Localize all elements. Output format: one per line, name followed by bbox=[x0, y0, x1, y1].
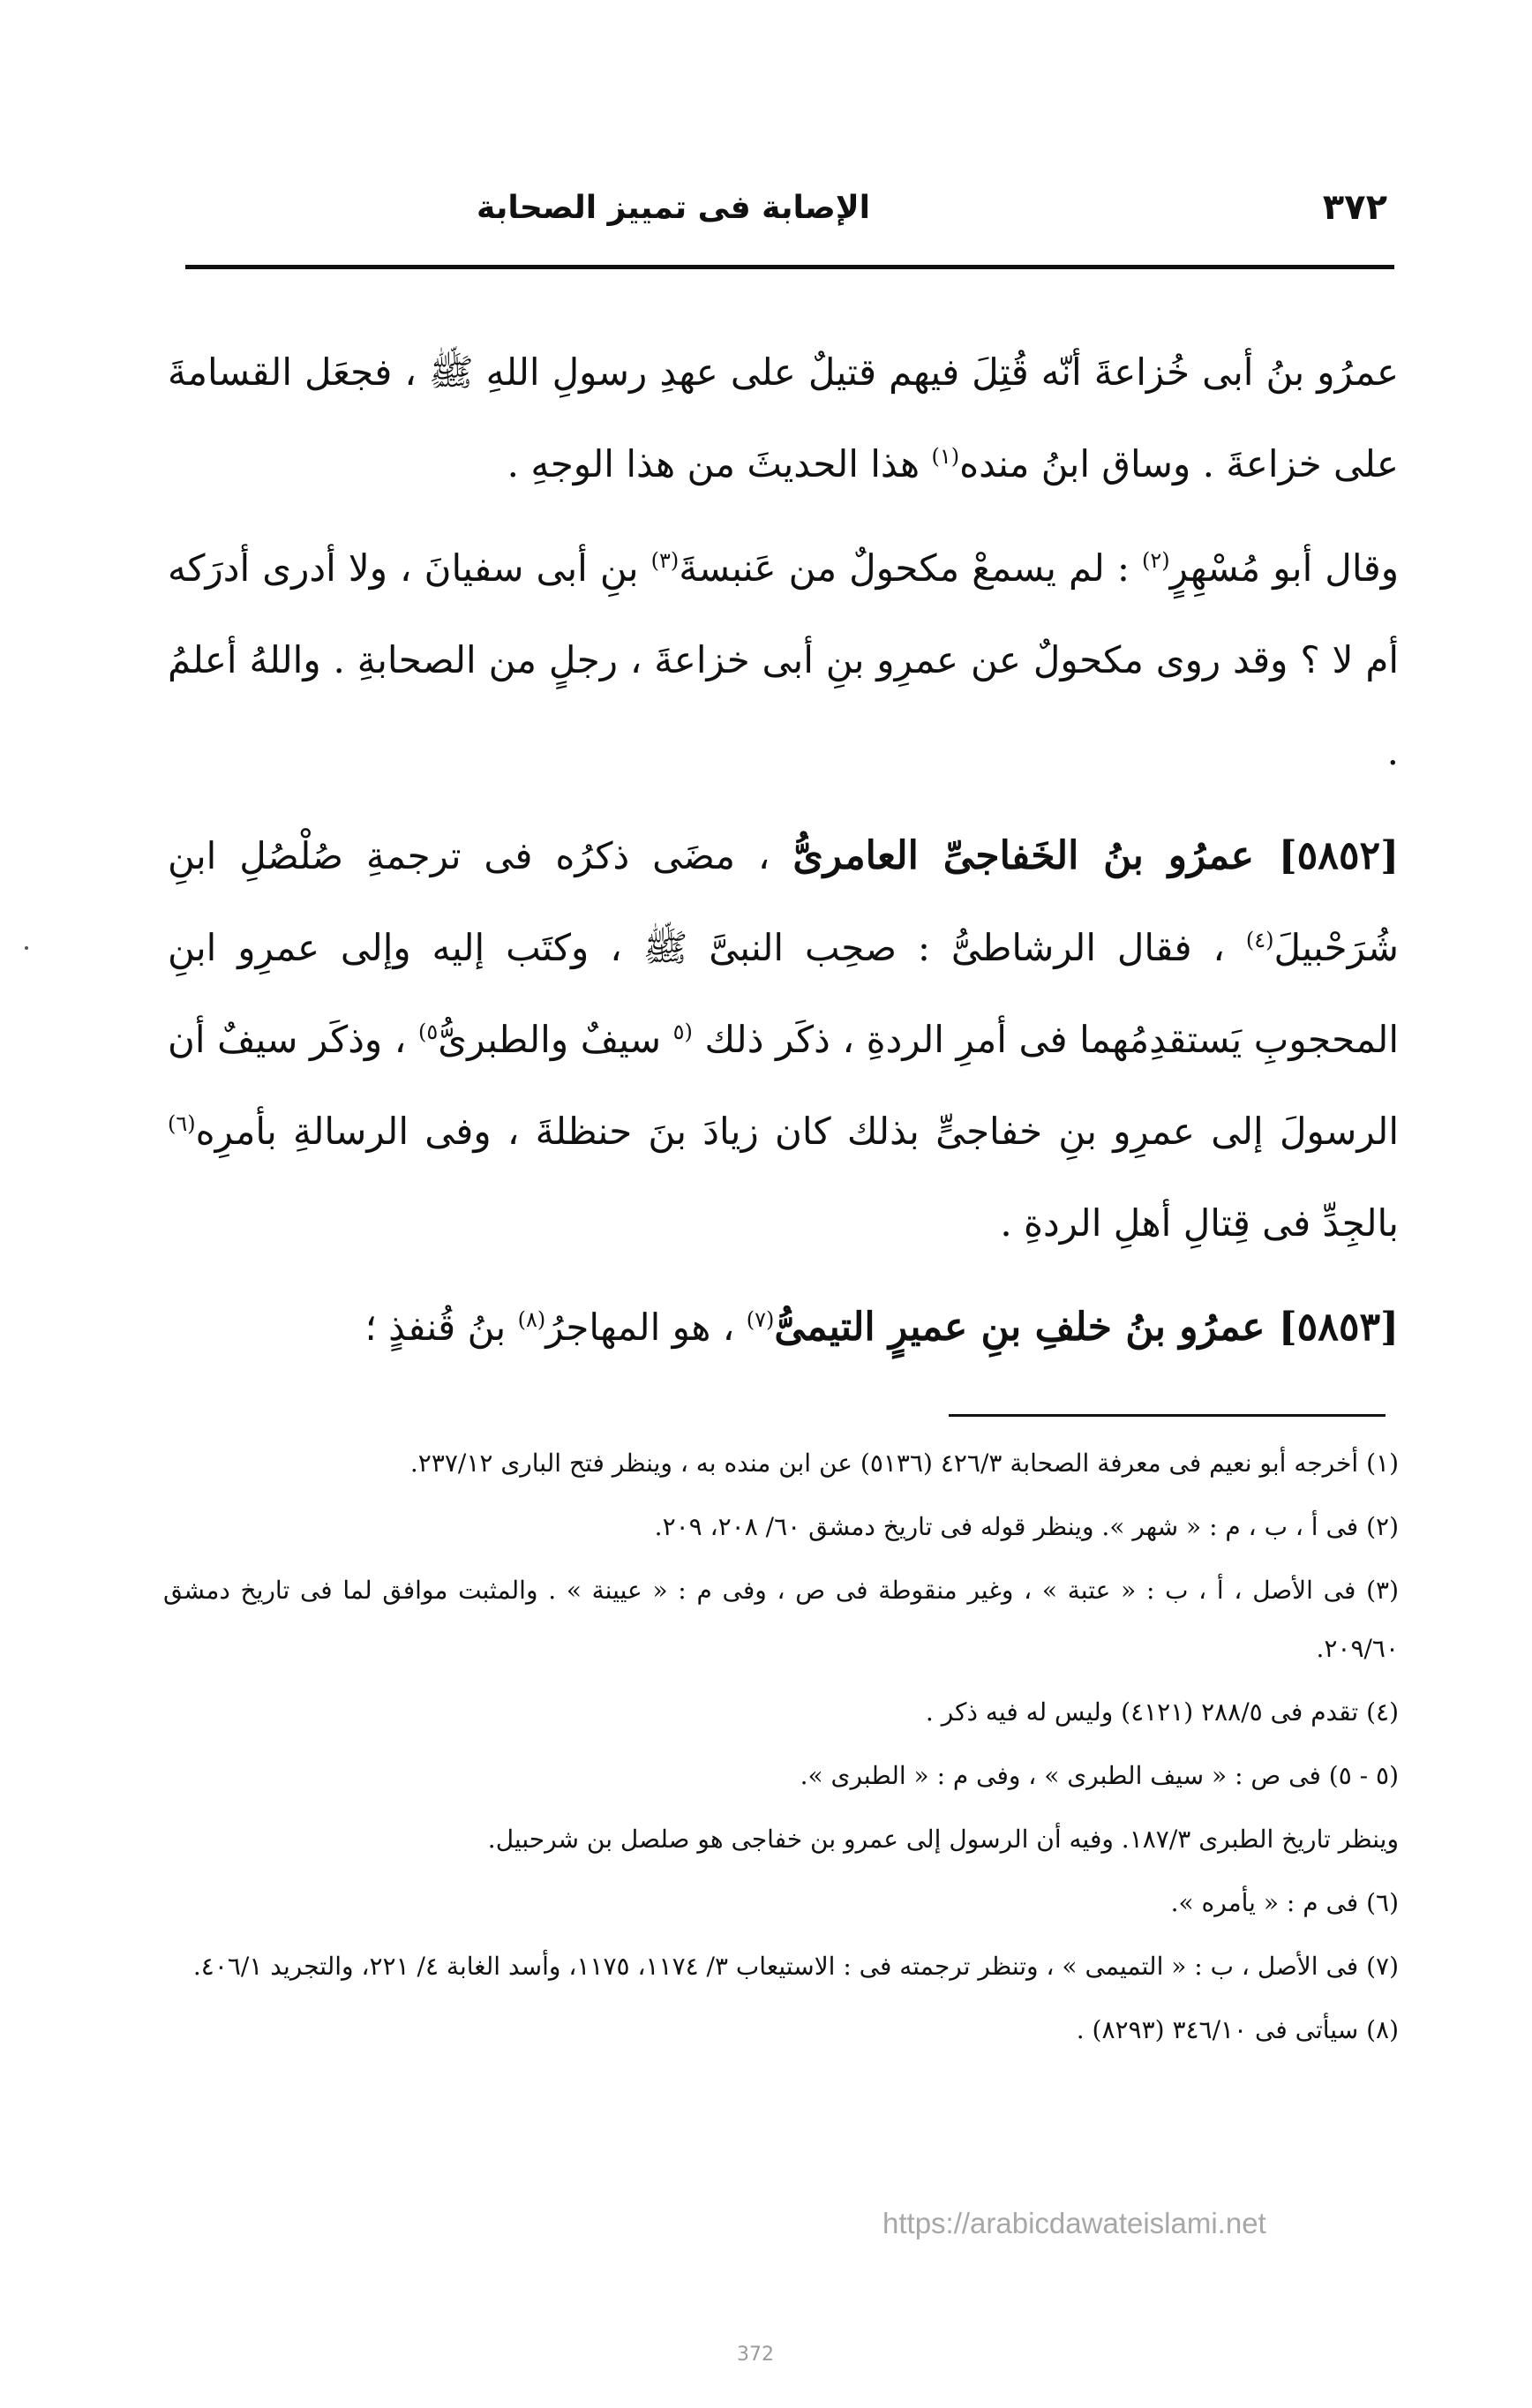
header-rule bbox=[185, 265, 1394, 269]
scan-speck bbox=[25, 946, 28, 950]
footnote-marker: (٣) bbox=[650, 548, 680, 573]
footnote-marker: (٧) bbox=[746, 1307, 775, 1332]
running-title: الإصابة فى تمييز الصحابة bbox=[477, 189, 870, 226]
paragraph-2 bbox=[168, 523, 1399, 798]
footnote-5-continued: وينظر تاريخ الطبرى ١٨٧/٣. وفيه أن الرسول إلى عمرو بن خفاجى هو صلصل بن شرحبيل. bbox=[487, 1825, 1399, 1854]
footnote-2: (٢) فى أ ، ب ، م : « شهر ». وينظر قوله فى تاريخ دمشق ٦٠/ ٢٠٨، ٢٠٩. bbox=[654, 1512, 1399, 1541]
paragraph-text: بنِ أبى سفيانَ ، ولا أدرى أدرَكه أم لا ؟ وقد روى مكحولٌ عن عمرِو بنِ أبى خزاعةَ ، رجلٍ من الصحابةِ . واللهُ أعلمُ . bbox=[168, 546, 1399, 773]
footnotes-rule bbox=[949, 1414, 1386, 1417]
footnote-marker: (٨) bbox=[517, 1307, 546, 1332]
paragraph-text: ، وذكَر سيفٌ أن الرسولَ إلى عمرِو بنِ خفاجىٍّ بذلك كان زيادَ بنَ حنظلةَ ، وفى الرسالةِ بأمرِه bbox=[168, 1018, 1399, 1153]
entry-heading: [٥٨٥٢] عمرُو بنُ الخَفاجىِّ العامرىُّ bbox=[792, 833, 1400, 878]
paragraph-text: وقال أبو مُسْهِرٍ bbox=[1169, 546, 1399, 590]
folio-number: 372 bbox=[737, 2344, 774, 2366]
footnote-7: (٧) فى الأصل ، ب : « التميمى » ، وتنظر ترجمته فى : الاستيعاب ٣/ ١١٧٤، ١١٧٥، وأسد الغابة ٤/ ٢٢١، والتجريد ٤٠٦/١. bbox=[192, 1952, 1399, 1981]
footnote-5: (٥ - ٥) فى ص : « سيف الطبرى » ، وفى م : « الطبرى ». bbox=[800, 1761, 1399, 1790]
footnote-marker: (١) bbox=[931, 444, 960, 469]
page-header bbox=[185, 177, 1394, 238]
footnote-8: (٨) سيأتى فى ٣٤٦/١٠ (٨٢٩٣) . bbox=[1076, 2015, 1399, 2044]
paragraph-text: عمرُو بنُ أبى خُزاعةَ أنّه قُتِلَ فيهم قتيلٌ على عهدِ رسولِ اللهِ ﷺ ، فجعَل القسامةَ على خزاعةَ . وساق ابنُ منده bbox=[168, 350, 1399, 485]
page-number: ٣٧٢ bbox=[1322, 187, 1387, 228]
footnote-6: (٦) فى م : « يأمره ». bbox=[1170, 1888, 1399, 1917]
footnote-marker: (٢) bbox=[1142, 548, 1170, 573]
watermark-url: https://arabicdawateislami.net bbox=[882, 2207, 1266, 2239]
paragraph-text: بنُ قُنفذٍ ؛ bbox=[364, 1306, 518, 1349]
paragraph-text: ، فقال الرشاطىُّ : صحِب النبىَّ ﷺ ، وكتَب إليه وإلى عمرِو ابنِ المحجوبِ يَستقدِمُهما فى أمرِ الردةِ ، ذكَر ذلك bbox=[168, 926, 1400, 1061]
footnote-marker: (٤) bbox=[1245, 928, 1274, 952]
entry-5853 bbox=[168, 1282, 1399, 1373]
footnote-marker: (٦) bbox=[168, 1111, 196, 1136]
paragraph-text: سيفٌ والطبرىُّ bbox=[438, 1018, 673, 1061]
footnote-3: (٣) فى الأصل ، أ ، ب : « عتبة » ، وغير منقوطة فى ص ، وفى م : « عيينة » . والمثبت موافق لما فى تاريخ دمشق ٢٠٩/٦٠. bbox=[163, 1576, 1399, 1663]
paragraph-1 bbox=[168, 327, 1399, 510]
paragraph-text: بالجِدِّ فى قِتالِ أهلِ الردةِ . bbox=[1000, 1201, 1399, 1245]
footnotes bbox=[163, 1434, 1399, 2065]
paragraph-text: ، مضَى ذكرُه فى ترجمةِ صُلْصُلِ ابنِ شُرَحْبيلَ bbox=[168, 834, 1399, 969]
entry-5852 bbox=[168, 810, 1399, 1269]
entry-heading: [٥٨٥٣] عمرُو بنُ خلفِ بنِ عميرٍ التيمىُّ bbox=[774, 1305, 1399, 1350]
paragraph-text: هذا الحديثَ من هذا الوجهِ . bbox=[507, 442, 932, 485]
paragraph-text: : لم يسمعْ مكحولٌ من عَنبسةَ bbox=[679, 546, 1143, 590]
footnote-marker: ٥) bbox=[417, 1020, 439, 1044]
paragraph-text: ، هو المهاجرُ bbox=[545, 1306, 747, 1349]
footnote-1: (١) أخرجه أبو نعيم فى معرفة الصحابة ٤٢٦/٣ (٥١٣٦) عن ابن منده به ، وينظر فتح البارى ٢٣٧/١٢. bbox=[409, 1449, 1399, 1478]
footnote-4: (٤) تقدم فى ٢٨٨/٥ (٤١٢١) وليس له فيه ذكر . bbox=[925, 1697, 1399, 1727]
main-text bbox=[168, 327, 1399, 1386]
footnote-marker: (٥ bbox=[672, 1020, 693, 1044]
